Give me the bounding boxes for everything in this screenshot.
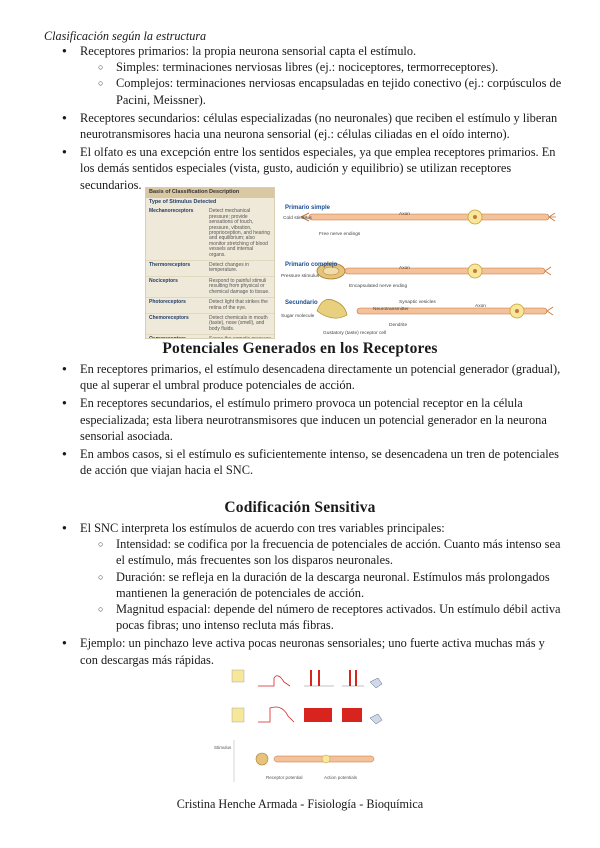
sub-list	[98, 536, 562, 633]
list-item: ● El olfato es una excepción entre los sentidos especiales, ya que emplea receptores primarios. En los demás sentidos especiales (vista, gusto, audición y equilibrio) se utilizan receptores secundarios.	[62, 144, 562, 193]
label-aps: Action potentials	[324, 775, 358, 780]
table-cell: Detect mechanical pressure; provide sensations of touch, pressure, vibration, proprioception, and hearing and equilibrium; also monitor stretching of blood vessels and internal organs.	[209, 208, 270, 258]
weak-ap-spike	[355, 670, 357, 686]
list-item: ● Receptores secundarios: células especializadas (no neuronales) que reciben el estímulo y liberan neurotransmisores hacia una neurona sensorial (ej.: células ciliadas en el oído interno).	[62, 110, 562, 142]
table-cell: Detect light that strikes the retina of the eye.	[209, 299, 268, 311]
sub-list-item: ○ Duración: se refleja en la duración de la descarga neuronal. Estímulos más prolongados mantienen la generación de potenciales de acción.	[98, 569, 562, 601]
sub-list-item: ○ Intensidad: se codifica por la frecuencia de potenciales de acción. Cuanto más intenso sea el estímulo, más frecuentes son los disparos neuronales.	[98, 536, 562, 568]
list-item: ● Ejemplo: un pinchazo leve activa pocas neuronas sensoriales; uno fuerte activa muchas más y con descargas más rápidas.	[62, 635, 562, 667]
intensity-coding-figure	[214, 664, 388, 790]
table-row	[146, 277, 274, 298]
coding-list	[62, 520, 562, 670]
cell-body	[322, 755, 330, 763]
strong-stimulus-swatch	[232, 708, 244, 722]
table-cell	[149, 337, 209, 339]
weak-neuron-icon	[370, 678, 382, 688]
strong-ap-train	[342, 708, 362, 722]
sub-list-item: ○ Magnitud espacial: depende del número de receptores activados. Un estímulo débil activa pocas fibras; uno intenso recluta más fibras.	[98, 601, 562, 633]
label-complex: Primario complejo	[285, 262, 338, 268]
weak-ap-spike	[310, 670, 312, 686]
table-col1-header: Basis of Classification	[149, 189, 208, 196]
table-cell: Detect changes in temperature.	[209, 262, 250, 274]
label-pressure: Pressure stimulus	[281, 274, 320, 279]
sub-list-item: ○ Simples: terminaciones nerviosas libres (ej.: nociceptores, termorreceptores).	[98, 59, 562, 75]
bullet-text: Receptores primarios: la propia neurona sensorial capta el estímulo.	[80, 44, 417, 58]
label-dendrite: Dendrite	[389, 323, 408, 328]
table-row	[146, 207, 274, 261]
label-cold: Cold stimulus	[283, 216, 312, 221]
list-item: ● En ambos casos, si el estímulo es suficientemente intenso, se desencadena un tren de potenciales de acción que viajan hacia el SNC.	[62, 446, 562, 478]
table-cell: Detect chemicals in mouth (taste), nose (smell), and body fluids.	[209, 314, 268, 332]
footer: Cristina Henche Armada - Fisiología - Bioquímica	[176, 797, 424, 811]
table-row	[146, 335, 274, 339]
potentials-list	[62, 361, 562, 480]
label-simple: Primario simple	[285, 205, 331, 211]
table-cell: Mechanoreceptors	[149, 208, 194, 215]
bullet-text: El SNC interpreta los estímulos de acuerdo con tres variables principales:	[80, 521, 445, 535]
table-cell: Chemoreceptors	[149, 314, 189, 321]
table-row	[146, 298, 274, 314]
strong-receptor-curve	[258, 707, 294, 722]
label-axon-2: Axon	[399, 266, 410, 271]
heading-potentials: Potenciales Generados en los Receptores	[162, 340, 438, 357]
intro-list	[62, 43, 562, 195]
weak-ap-spike	[318, 670, 320, 686]
weak-receptor-curve	[258, 676, 290, 686]
table-row	[146, 314, 274, 335]
weak-stimulus-swatch	[232, 670, 244, 682]
label-axon-3: Axon	[475, 304, 486, 309]
table-cell	[209, 337, 271, 339]
label-free-nerve: Free nerve endings	[319, 232, 361, 237]
table-cell: Photoreceptors	[149, 299, 186, 306]
list-item	[62, 43, 562, 108]
list-item	[62, 520, 562, 633]
strong-neuron-icon	[370, 714, 382, 724]
complex-receptor-neuron	[317, 263, 551, 279]
table-cell: Respond to painful stimuli resulting from physical or chemical damage to tissue.	[209, 277, 270, 295]
label-synaptic: Synaptic vesicles	[399, 300, 436, 305]
label-receptor: Receptor potential	[266, 775, 303, 780]
table-subheading: Type of Stimulus Detected	[149, 199, 217, 205]
label-gustatory: Gustatory (taste) receptor cell	[323, 331, 387, 336]
heading-coding: Codificación Sensitiva	[224, 499, 376, 516]
list-item: ● En receptores primarios, el estímulo desencadena directamente un potencial generador (gradual), que al superar el umbral produce potenciales de acción.	[62, 361, 562, 393]
table-row	[146, 261, 274, 277]
label-stimulus: Stimulus	[214, 745, 232, 750]
sub-list-item: ○ Complejos: terminaciones nerviosas encapsuladas en tejido conectivo (ej.: corpúsculos de Pacini, Meissner).	[98, 75, 562, 107]
classification-table	[145, 187, 275, 339]
table-cell: Nociceptors	[149, 277, 178, 284]
list-item: ● En receptores secundarios, el estímulo primero provoca un potencial receptor en la célula especializada; esta libera neurotransmisores que inducen un potencial generador en la neurona sensorial asociada.	[62, 395, 562, 444]
label-sugar: Sugar molecule	[281, 314, 315, 319]
receptor-ending	[256, 753, 268, 765]
receptor-types-diagram	[279, 187, 565, 339]
section-label: Clasificación según la estructura	[44, 29, 207, 43]
weak-ap-spike	[349, 670, 351, 686]
strong-ap-train	[304, 708, 332, 722]
label-axon-1: Axon	[399, 212, 410, 217]
label-secondary: Secundario	[285, 300, 318, 306]
table-header	[146, 188, 274, 198]
table-col2-header: Description	[209, 189, 240, 196]
sub-list	[98, 59, 562, 108]
label-nt: Neurotransmitter	[373, 307, 409, 312]
label-encapsulated: Encapsulated nerve ending	[349, 284, 408, 289]
table-cell: Thermoreceptors	[149, 262, 191, 269]
receptor-classification-figure	[145, 187, 565, 339]
simple-receptor-neuron	[301, 210, 556, 224]
